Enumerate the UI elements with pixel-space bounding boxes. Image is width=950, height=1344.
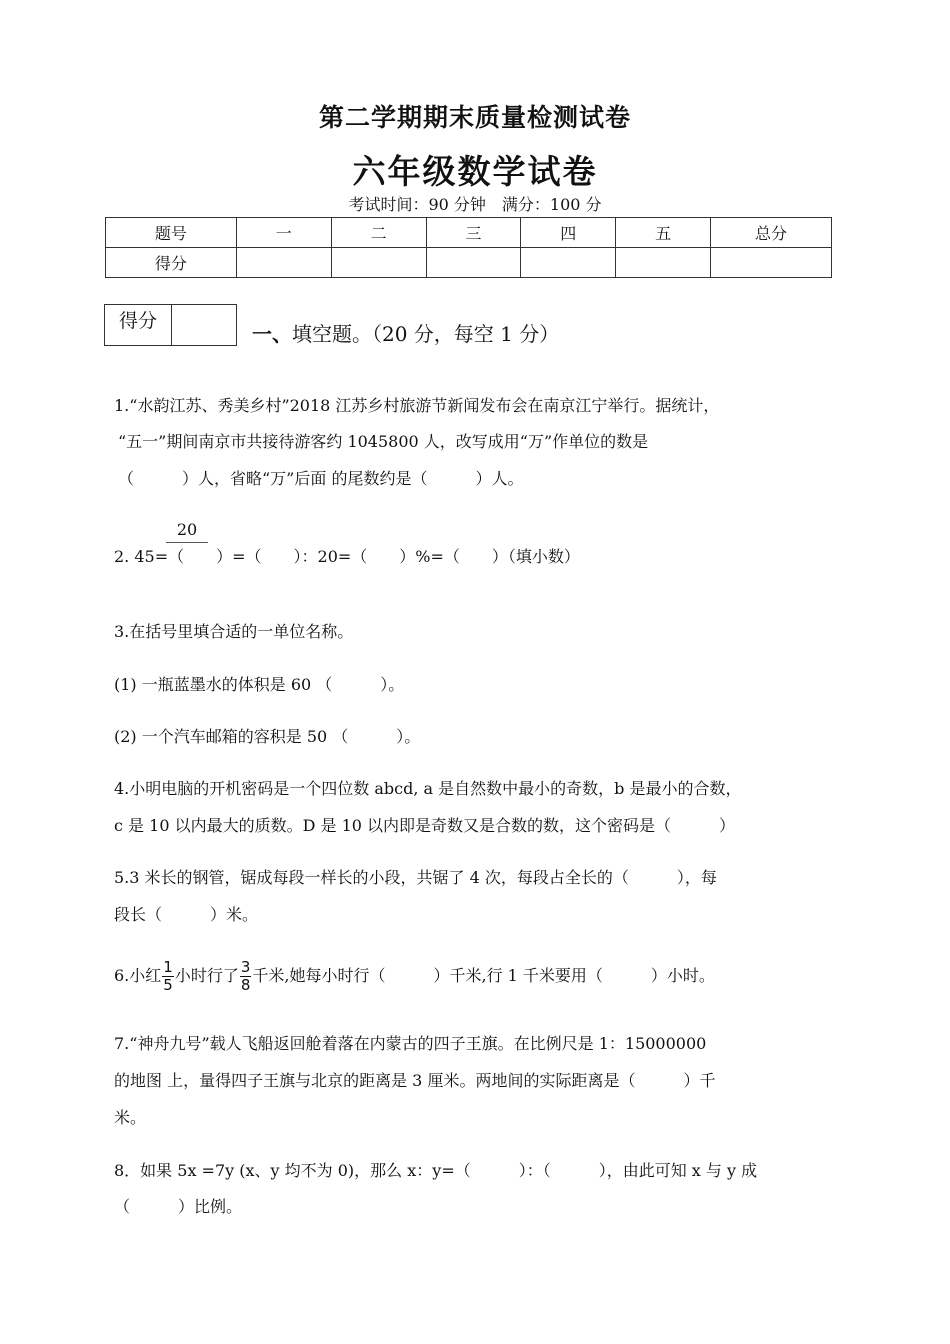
question-3-title: 3.在括号里填合适的一单位名称。 xyxy=(114,622,354,641)
question-5-line-1: 5.3 米长的钢管，锯成每段一样长的小段，共锯了 4 次，每段占全长的（ ），每 xyxy=(114,868,717,887)
section-title xyxy=(252,318,559,347)
section-score-label: 得分 xyxy=(105,305,172,345)
fraction-three-eighths xyxy=(240,959,252,994)
question-7-line-1: 7.“神舟九号”载人飞船返回舱着落在内蒙古的四子王旗。在比例尺是 1：15000000 xyxy=(114,1034,707,1053)
question-6 xyxy=(114,956,715,996)
question-2-fraction-bar xyxy=(166,542,208,543)
header-cell: 五 xyxy=(616,218,711,248)
header-cell: 四 xyxy=(521,218,616,248)
fraction-numerator: 1 xyxy=(163,958,173,976)
question-5-line-2: 段长（ ）米。 xyxy=(114,905,259,924)
question-6-prefix: 6.小红 xyxy=(114,966,162,985)
question-4-line-1: 4.小明电脑的开机密码是一个四位数 abcd, a 是自然数中最小的奇数，b 是最小的合数， xyxy=(114,779,742,798)
question-7-line-3: 米。 xyxy=(114,1108,147,1127)
fraction-one-fifth xyxy=(162,959,174,994)
score-cell[interactable] xyxy=(711,248,832,278)
score-table xyxy=(105,217,832,278)
section-number: 一、 xyxy=(252,322,292,346)
question-1-line-3: （ ）人，省略“万”后面 的尾数约是（ ）人。 xyxy=(118,469,524,488)
score-cell[interactable] xyxy=(426,248,521,278)
header-cell: 三 xyxy=(426,218,521,248)
question-1-line-2: “五一”期间南京市共接待游客约 1045800 人，改写成用“万”作单位的数是 xyxy=(118,432,649,451)
section-score-box xyxy=(104,304,237,346)
question-8-line-2: （ ）比例。 xyxy=(114,1197,243,1216)
exam-info: 考试时间：90 分钟 满分：100 分 xyxy=(348,195,602,214)
header-cell: 一 xyxy=(236,218,331,248)
score-row-label: 得分 xyxy=(106,248,237,278)
question-7-line-2: 的地图 上，量得四子王旗与北京的距离是 3 厘米。两地间的实际距离是（ ）千 xyxy=(114,1071,716,1090)
exam-title: 第二学期期末质量检测试卷 xyxy=(318,103,631,132)
fraction-denominator: 5 xyxy=(163,976,173,994)
fraction-numerator: 3 xyxy=(240,958,251,976)
question-3-2: (2) 一个汽车邮箱的容积是 50 （ ）。 xyxy=(114,727,421,746)
subject-title: 六年级数学试卷 xyxy=(352,152,598,191)
score-table-header-row xyxy=(106,218,832,248)
question-8-line-1: 8．如果 5x =7y (x、y 均不为 0)，那么 x：y=（ ）：（ ），由此可知 x 与 y 成 xyxy=(114,1161,758,1180)
question-3-1: (1) 一瓶蓝墨水的体积是 60 （ ）。 xyxy=(114,675,405,694)
question-6-middle: 小时行了 xyxy=(174,966,239,985)
header-cell: 总分 xyxy=(711,218,832,248)
header-cell: 题号 xyxy=(106,218,237,248)
score-cell[interactable] xyxy=(331,248,426,278)
question-2: 2. 45=（ ）=（ ）：20=（ ）%=（ ）（填小数） xyxy=(114,547,580,566)
fraction-denominator: 8 xyxy=(240,976,251,994)
score-cell[interactable] xyxy=(616,248,711,278)
header-cell: 二 xyxy=(331,218,426,248)
question-6-suffix: 千米,她每小时行（ ）千米,行 1 千米要用（ ）小时。 xyxy=(252,966,715,985)
score-cell[interactable] xyxy=(236,248,331,278)
score-table-score-row xyxy=(106,248,832,278)
question-1-line-1: 1.“水韵江苏、秀美乡村”2018 江苏乡村旅游节新闻发布会在南京江宁举行。据统计， xyxy=(114,396,720,415)
question-4-line-2: c 是 10 以内最大的质数。D 是 10 以内即是奇数又是合数的数，这个密码是（ ） xyxy=(114,816,736,835)
question-2-numerator: 20 xyxy=(176,520,198,539)
score-cell[interactable] xyxy=(521,248,616,278)
section-title-text: 填空题。（20 分，每空 1 分） xyxy=(292,322,560,346)
